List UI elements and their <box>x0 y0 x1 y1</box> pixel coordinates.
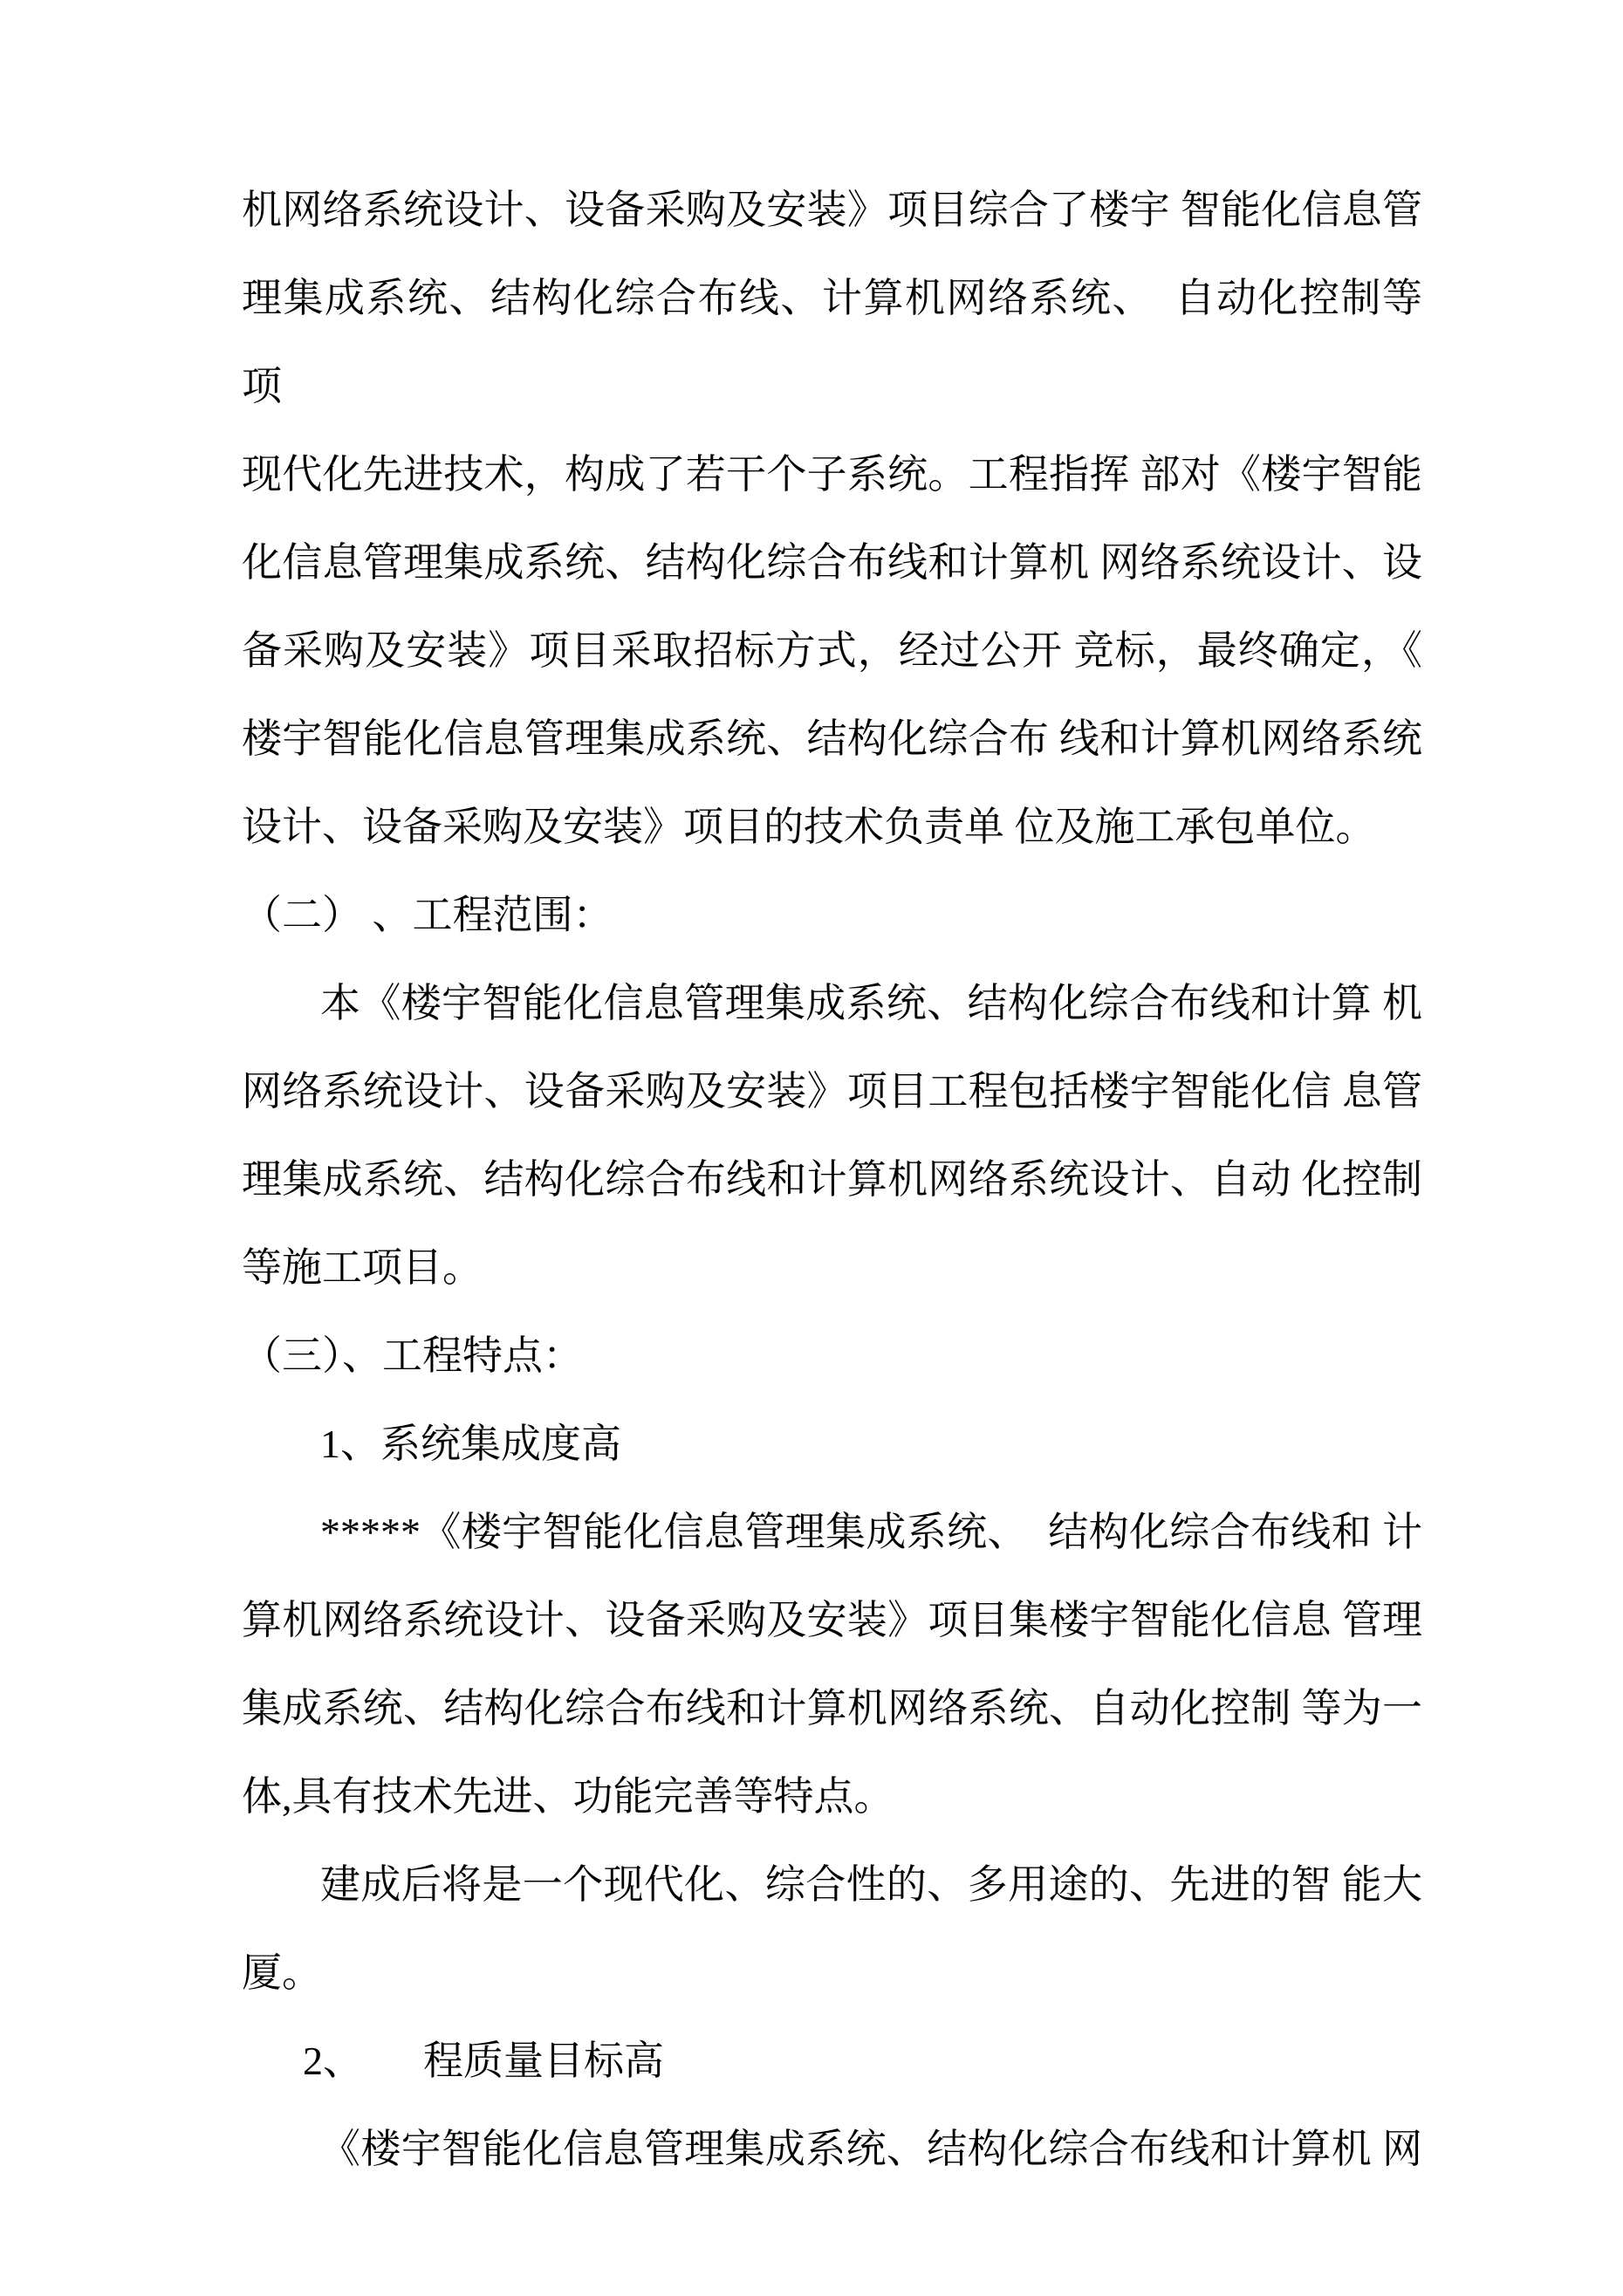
text-line: 设计、设备采购及安装》项目的技术负责单 位及施工承包单位。 <box>242 805 1376 849</box>
text-line: 体,具有技术先进、功能完善等特点。 <box>242 1774 894 1819</box>
text-line: 机网络系统设计、设备采购及安装》项目综合了楼宇 智能化信息管 <box>242 188 1422 232</box>
text-line: 本《楼宇智能化信息管理集成系统、结构化综合布线和计算 机 <box>320 981 1422 1025</box>
document-text-block <box>242 166 1422 2193</box>
text-line: 建成后将是一个现代化、综合性的、多用途的、先进的智 能大 <box>320 1862 1422 1907</box>
list-item-heading: 2、 程质量目标高 <box>303 2039 664 2083</box>
list-item-heading: 1、系统集成度高 <box>320 1422 621 1466</box>
text-line: 理集成系统、结构化综合布线和计算机网络系统设计、自动 化控制 <box>242 1157 1422 1202</box>
text-line: 算机网络系统设计、设备采购及安装》项目集楼宇智能化信息 管理 <box>242 1598 1422 1642</box>
text-line: 理集成系统、结构化综合布线、计算机网络系统、 自动化控制等项 <box>242 276 1422 408</box>
text-line: 楼宇智能化信息管理集成系统、结构化综合布 线和计算机网络系统 <box>242 716 1422 761</box>
section-heading: （三）、工程特点： <box>242 1333 583 1378</box>
text-line: 现代化先进技术，构成了若干个子系统。工程指挥 部对《楼宇智能 <box>242 452 1422 497</box>
text-line: 集成系统、结构化综合布线和计算机网络系统、自动化控制 等为一 <box>242 1686 1422 1731</box>
text-line: 化信息管理集成系统、结构化综合布线和计算机 网络系统设计、设 <box>242 540 1422 585</box>
text-line: 等施工项目。 <box>242 1245 483 1290</box>
section-heading: （二） 、工程范围： <box>242 893 613 937</box>
text-line: *****《楼宇智能化信息管理集成系统、 结构化综合布线和 计 <box>320 1510 1422 1554</box>
text-line: 厦。 <box>242 1950 322 1995</box>
text-line: 《楼宇智能化信息管理集成系统、结构化综合布线和计算机 网 <box>320 2127 1422 2171</box>
text-line: 网络系统设计、设备采购及安装》项目工程包括楼宇智能化信 息管 <box>242 1069 1422 1114</box>
text-line: 备采购及安装》项目采取招标方式，经过公开 竞标，最终确定，《 <box>242 628 1422 673</box>
